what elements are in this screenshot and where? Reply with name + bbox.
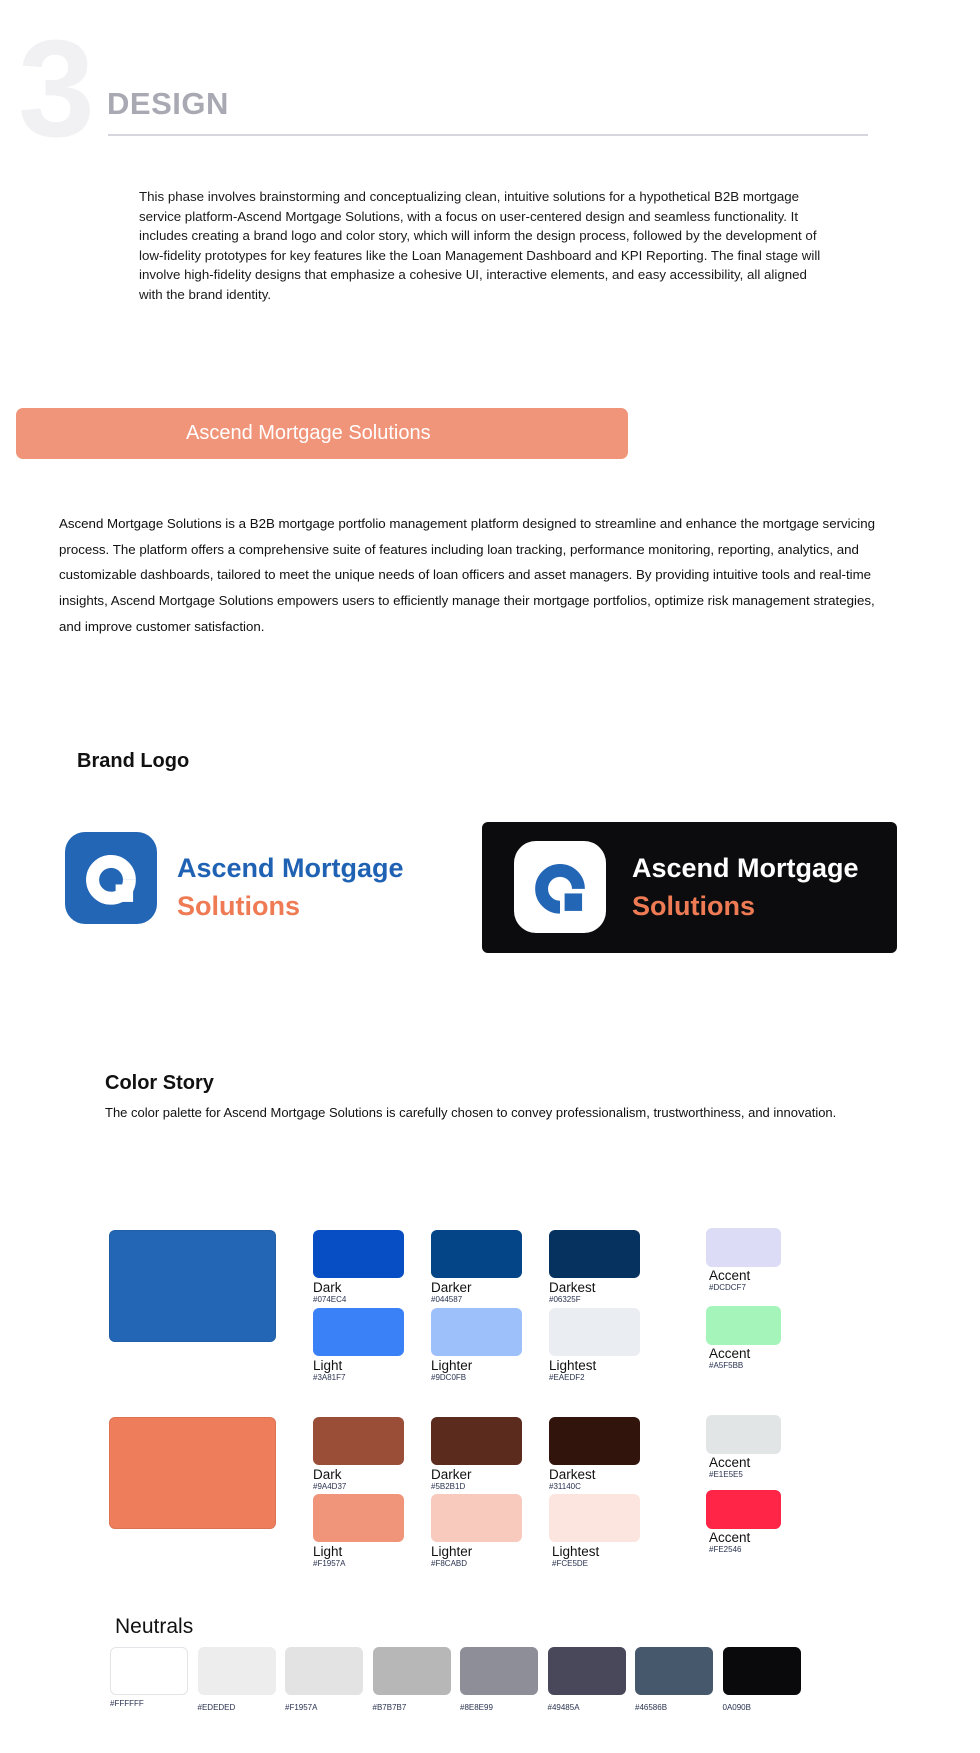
swatch-hex: #5B2B1D <box>431 1482 466 1491</box>
swatch-hex: #9DC0FB <box>431 1373 467 1382</box>
swatch-name: Dark <box>313 1280 342 1295</box>
color-swatch <box>549 1308 640 1356</box>
logo-icon-dark <box>514 841 606 933</box>
neutral-swatch <box>110 1647 188 1695</box>
neutral-swatch <box>635 1647 713 1695</box>
swatch-hex: #31140C <box>549 1482 581 1491</box>
neutral-hex: 0A090B <box>722 1703 751 1712</box>
section-title: DESIGN <box>107 86 229 121</box>
swatch-name: Darkest <box>549 1280 596 1295</box>
orange-primary-swatch <box>109 1417 276 1529</box>
brand-banner <box>16 408 628 459</box>
color-story-heading: Color Story <box>105 1072 214 1094</box>
swatch-hex: #F1957A <box>313 1559 346 1568</box>
logo-text-line1: Ascend Mortgage <box>177 853 404 883</box>
neutral-hex: #FFFFFF <box>110 1699 144 1708</box>
neutral-hex: #8E8E99 <box>460 1703 493 1712</box>
color-swatch <box>431 1494 522 1542</box>
color-swatch <box>549 1417 640 1465</box>
neutral-hex: #F1957A <box>285 1703 318 1712</box>
accent-name: Accent <box>709 1268 751 1283</box>
swatch-name: Darker <box>431 1467 472 1482</box>
accent-hex: #FE2546 <box>709 1545 742 1554</box>
color-swatch <box>313 1308 404 1356</box>
description-paragraph: Ascend Mortgage Solutions is a B2B mortgage portfolio management platform designed to streamline and enhance the mortgage servicing process. The platform offers a comprehensive suite of features including loan tracking, performance monitoring, reporting, analytics, and customizable dashboards, tailored to meet the unique needs of loan officers and asset managers. By providing intuitive tools and real-time insights, Ascend Mortgage Solutions empowers users to efficiently manage their mortgage portfolios, optimize risk management strategies, and improve customer satisfaction. <box>59 516 876 634</box>
swatch-hex: #044587 <box>431 1295 463 1304</box>
neutral-swatch <box>373 1647 451 1695</box>
section-number: 3 <box>18 12 95 166</box>
swatch-name: Light <box>313 1544 343 1559</box>
neutral-hex: #49485A <box>547 1703 580 1712</box>
intro-paragraph: This phase involves brainstorming and conceptualizing clean, intuitive solutions for a hypothetical B2B mortgage service platform-Ascend Mortgage Solutions, with a focus on user-centered design and seamless functionality. It includes creating a brand logo and color story, which will inform the design process, followed by the development of low-fidelity prototypes for key features like the Loan Management Dashboard and KPI Reporting. The final stage will involve high-fidelity designs that emphasize a cohesive UI, interactive elements, and easy accessibility, all aligned with the brand identity. <box>139 189 821 302</box>
color-swatch <box>431 1417 522 1465</box>
color-swatch <box>431 1308 522 1356</box>
logo-dark-text-line2: Solutions <box>632 891 755 921</box>
color-swatch <box>549 1230 640 1278</box>
swatch-name: Lighter <box>431 1358 473 1373</box>
accent-name: Accent <box>709 1530 751 1545</box>
swatch-name: Darkest <box>549 1467 596 1482</box>
color-swatch <box>313 1230 404 1278</box>
neutral-hex: #EDEDED <box>197 1703 236 1712</box>
neutral-swatch <box>548 1647 626 1695</box>
accent-swatch <box>706 1415 781 1454</box>
swatch-hex: #074EC4 <box>313 1295 347 1304</box>
logo-text-line2: Solutions <box>177 891 300 921</box>
swatch-hex: #F8CABD <box>431 1559 468 1568</box>
accent-name: Accent <box>709 1455 751 1470</box>
neutral-swatch <box>723 1647 801 1695</box>
swatch-name: Lightest <box>549 1358 597 1373</box>
swatch-name: Dark <box>313 1467 342 1482</box>
brand-logo-heading: Brand Logo <box>77 750 190 772</box>
accent-name: Accent <box>709 1346 751 1361</box>
logo-dark-text-line1: Ascend Mortgage <box>632 853 859 883</box>
swatch-hex: #FCE5DE <box>552 1559 589 1568</box>
swatch-hex: #EAEDF2 <box>549 1373 585 1382</box>
swatch-name: Lightest <box>552 1544 600 1559</box>
color-swatch <box>313 1417 404 1465</box>
logo-icon-light <box>65 832 157 924</box>
accent-hex: #A5F5BB <box>709 1361 744 1370</box>
neutral-swatch <box>460 1647 538 1695</box>
neutral-hex: #B7B7B7 <box>372 1703 407 1712</box>
accent-swatch <box>706 1490 781 1529</box>
accent-hex: #E1E5E5 <box>709 1470 743 1479</box>
banner-label: Ascend Mortgage Solutions <box>186 422 431 444</box>
neutral-hex: #46586B <box>635 1703 668 1712</box>
swatch-hex: #9A4D37 <box>313 1482 347 1491</box>
neutral-swatch <box>285 1647 363 1695</box>
color-swatch <box>549 1494 640 1542</box>
swatch-name: Light <box>313 1358 343 1373</box>
divider <box>108 134 868 136</box>
swatch-hex: #06325F <box>549 1295 581 1304</box>
color-story-subtitle: The color palette for Ascend Mortgage Solutions is carefully chosen to convey professionalism, trustworthiness, and innovation. <box>105 1105 837 1120</box>
neutrals-heading: Neutrals <box>115 1615 194 1638</box>
swatch-name: Darker <box>431 1280 472 1295</box>
accent-hex: #DCDCF7 <box>709 1283 746 1292</box>
color-swatch <box>431 1230 522 1278</box>
accent-swatch <box>706 1306 781 1345</box>
neutral-swatch <box>198 1647 276 1695</box>
accent-swatch <box>706 1228 781 1267</box>
blue-primary-swatch <box>109 1230 276 1342</box>
color-swatch <box>313 1494 404 1542</box>
swatch-name: Lighter <box>431 1544 473 1559</box>
swatch-hex: #3A81F7 <box>313 1373 346 1382</box>
